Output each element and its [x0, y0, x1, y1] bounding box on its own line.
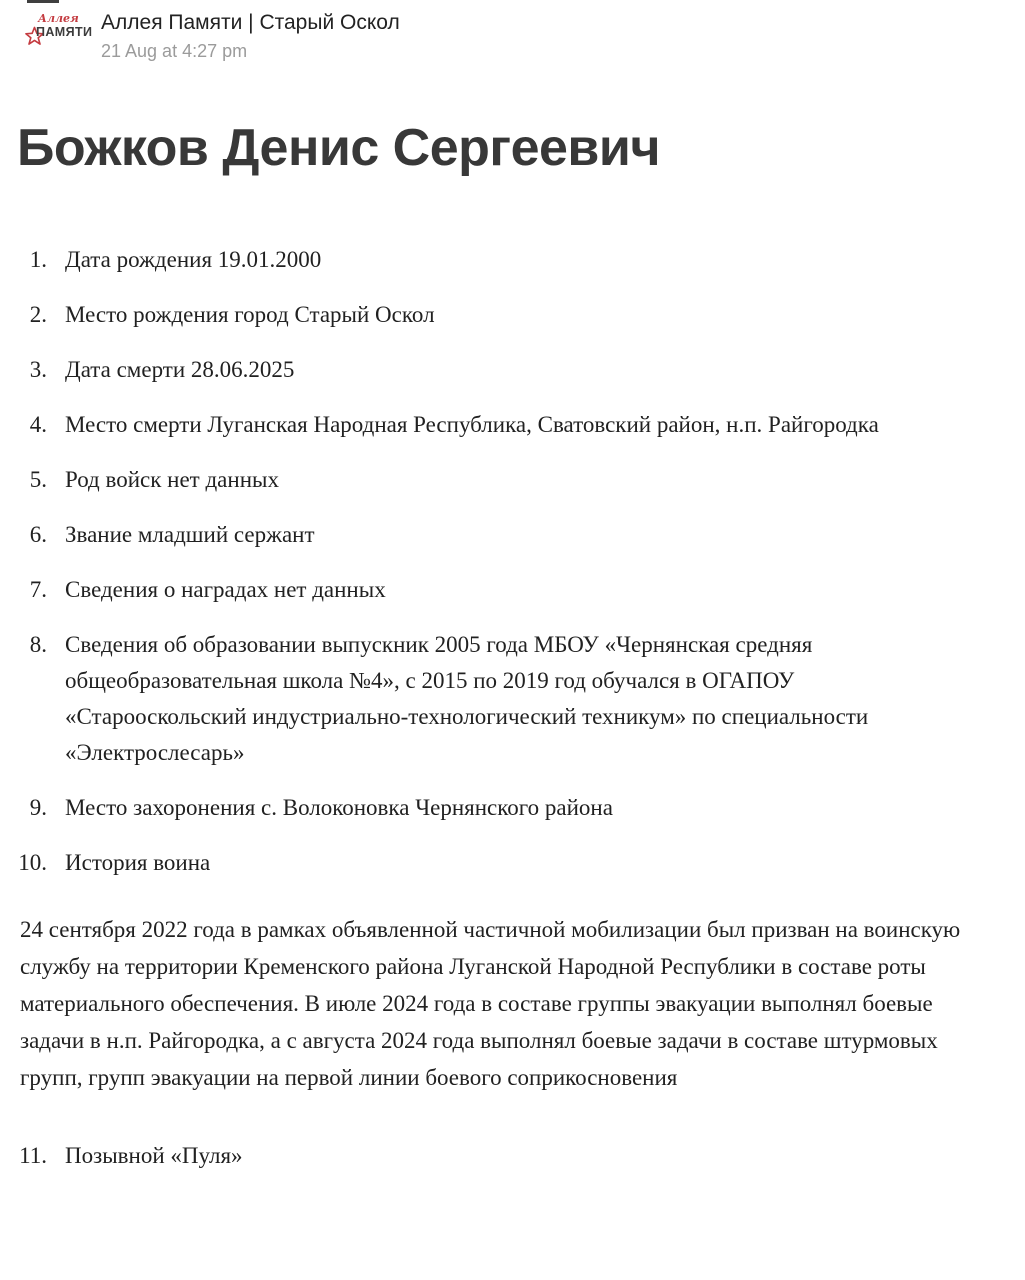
list-item — [0, 627, 970, 771]
list-item-number: 3. — [29, 357, 47, 382]
list-item-number: 7. — [29, 577, 47, 602]
list-item-text: Позывной «Пуля» — [65, 1143, 243, 1168]
logo-script-text: Аллея — [38, 12, 79, 25]
numbered-list-continued — [0, 1138, 970, 1174]
list-item — [0, 790, 970, 826]
list-item-text: Сведения о наградах нет данных — [65, 577, 386, 602]
channel-avatar[interactable] — [25, 13, 91, 55]
logo-caps-text: ПАМЯТИ — [36, 25, 93, 39]
list-item-text: Род войск нет данных — [65, 467, 279, 492]
header-meta — [101, 8, 400, 62]
soldier-story-paragraph: 24 сентября 2022 года в рамках объявленной частичной мобилизации был призван на воинскую службу на территории Кременского района Луганской Народной Республики в составе роты материального обеспечения. В июле 2024 года в составе группы эвакуации выполнял боевые задачи в н.п. Райгородка, а с августа 2024 года выполнял боевые задачи в составе штурмовых групп, групп эвакуации на первой линии боевого соприкосновения — [20, 917, 961, 1090]
list-item-text: История воина — [65, 850, 211, 875]
list-item-text: Место захоронения с. Волоконовка Чернянского района — [65, 795, 613, 820]
list-item-number: 8. — [29, 632, 47, 657]
list-item-text: Дата рождения 19.01.2000 — [65, 247, 322, 272]
crop-artifact-line — [27, 0, 59, 3]
list-item — [0, 462, 970, 498]
list-item-text: Место смерти Луганская Народная Республика, Сватовский район, н.п. Райгородка — [65, 412, 879, 437]
numbered-list — [0, 242, 970, 881]
page-title: Божков Денис Сергеевич — [17, 119, 661, 177]
list-item-number: 5. — [29, 467, 47, 492]
list-item-number: 10. — [18, 850, 47, 875]
list-item — [0, 1138, 970, 1174]
list-item-number: 11. — [19, 1143, 47, 1168]
list-item — [0, 517, 970, 553]
list-item — [0, 845, 970, 881]
list-item — [0, 352, 970, 388]
list-item-text: Звание младший сержант — [65, 522, 315, 547]
list-item — [0, 297, 970, 333]
list-item-number: 9. — [29, 795, 47, 820]
post-header — [0, 0, 1025, 60]
list-item-number: 2. — [29, 302, 47, 327]
list-item — [0, 242, 970, 278]
list-item-number: 4. — [29, 412, 47, 437]
list-item-number: 1. — [29, 247, 47, 272]
list-item-number: 6. — [29, 522, 47, 547]
channel-name-link[interactable]: Аллея Памяти | Старый Оскол — [101, 11, 400, 34]
list-item-text: Дата смерти 28.06.2025 — [65, 357, 295, 382]
post-timestamp-link[interactable]: 21 Aug at 4:27 pm — [101, 41, 248, 61]
post-body — [0, 242, 1025, 1174]
list-item-text: Место рождения город Старый Оскол — [65, 302, 435, 327]
list-item — [0, 407, 970, 443]
list-item-text: Сведения об образовании выпускник 2005 года МБОУ «Чернянская средняя общеобразовательная школа №4», с 2015 по 2019 год обучался в ОГАПОУ «Старооскольский индустриально-технологический техникум» по специальности «Электрослесарь» — [65, 632, 869, 765]
list-item — [0, 572, 970, 608]
